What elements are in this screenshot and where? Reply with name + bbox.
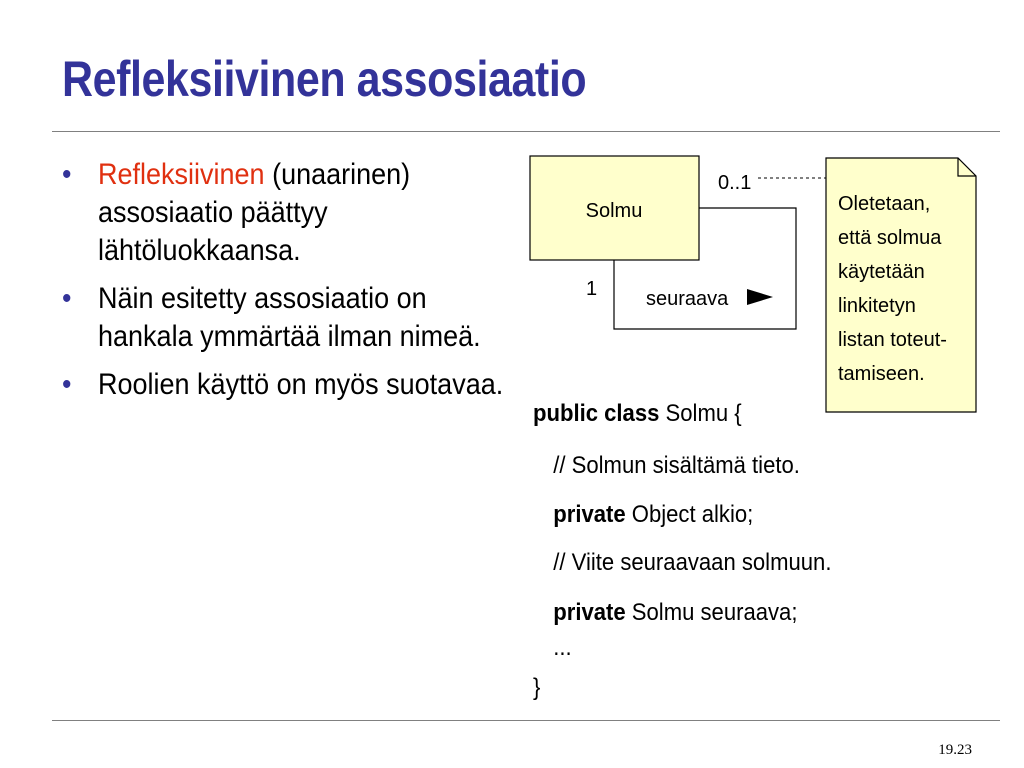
bullet-text: Näin esitetty assosiaatio on hankala ymmärtää ilman nimeä.: [98, 282, 481, 353]
note-line: Oletetaan,: [838, 193, 931, 215]
code-line: [533, 400, 742, 428]
bullet-highlight: Refleksiivinen: [98, 158, 265, 191]
bullet-text: Roolien käyttö on myös suotavaa.: [98, 368, 504, 401]
code-text: Solmu {: [659, 400, 742, 427]
code-line: [553, 501, 753, 529]
code-comment: // Viite seuraavaan solmuun.: [553, 549, 832, 576]
direction-arrow-icon: [747, 289, 773, 305]
code-ellipsis: ...: [553, 634, 572, 661]
code-line: [553, 599, 797, 627]
bullet-text: (unaarinen) assosiaatio päättyy lähtöluokkaansa.: [98, 158, 411, 267]
multiplicity-lower: 1: [586, 278, 598, 300]
page-number: 19.23: [938, 742, 972, 758]
note-line: että solmua: [838, 227, 942, 249]
note-line: tamiseen.: [838, 363, 925, 385]
code-close-brace: }: [533, 674, 541, 701]
code-text: Object alkio;: [625, 501, 754, 528]
multiplicity-upper: 0..1: [718, 172, 752, 194]
note-line: käytetään: [838, 261, 925, 283]
bullet-dot-icon: •: [62, 158, 72, 191]
bullet-dot-icon: •: [62, 282, 72, 315]
code-comment: // Solmun sisältämä tieto.: [553, 452, 800, 479]
code-text: Solmu seuraava;: [625, 599, 798, 626]
association-label: seuraava: [646, 288, 729, 310]
note-line: listan toteut-: [838, 329, 947, 351]
code-keyword: public class: [533, 400, 660, 427]
code-keyword: private: [553, 599, 626, 626]
code-keyword: private: [553, 501, 626, 528]
bottom-divider: [52, 720, 1000, 721]
bullet-dot-icon: •: [62, 368, 72, 401]
slide-title: Refleksiivinen assosiaatio: [62, 51, 587, 107]
note-line: linkitetyn: [838, 295, 916, 317]
class-name: Solmu: [585, 200, 643, 222]
